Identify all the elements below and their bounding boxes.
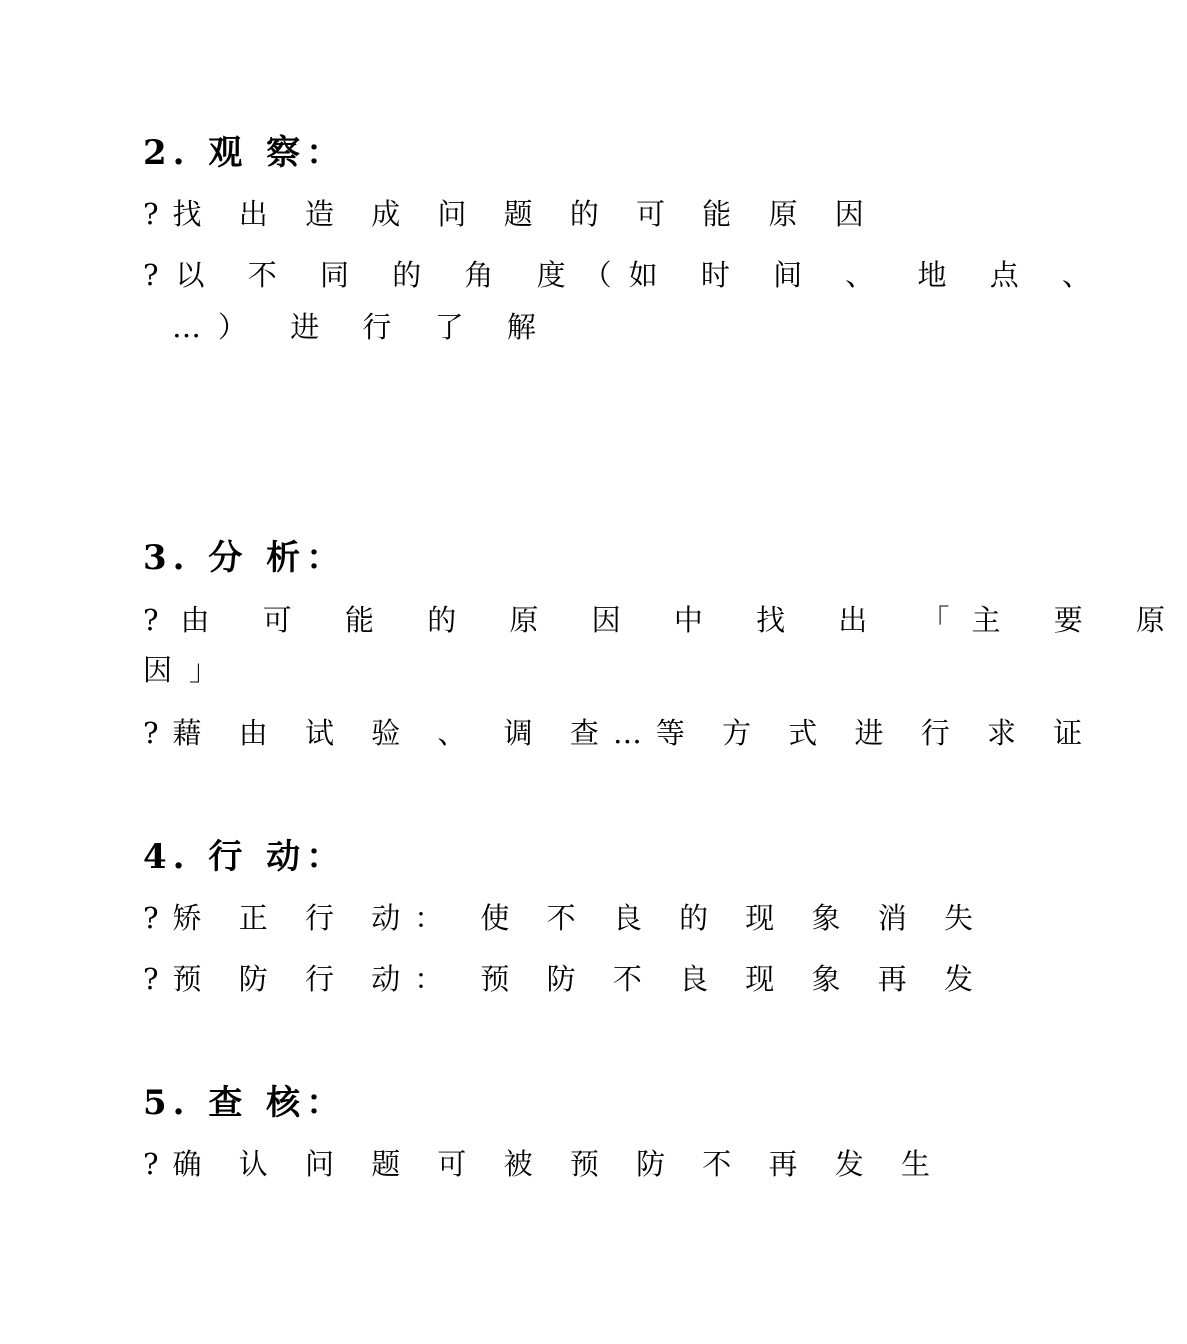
section-2-line-1: ?找 出 造 成 问 题 的 可 能 原 因 xyxy=(143,197,878,231)
section-5-heading: 5. 查 核： xyxy=(143,1083,347,1123)
section-3-line-3: ?藉 由 试 验 、 调 查…等 方 式 进 行 求 证 xyxy=(143,716,1097,750)
section-4-line-1: ?矫 正 行 动： 使 不 良 的 现 象 消 失 xyxy=(143,901,987,935)
section-2-line-2: ?以 不 同 的 角 度（如 时 间 、 地 点 、 xyxy=(143,258,1108,292)
section-4-line-2: ?预 防 行 动： 预 防 不 良 现 象 再 发 xyxy=(143,962,987,996)
section-3-line-1: ?由 可 能 的 原 因 中 找 出 「主 要 原 xyxy=(143,603,1187,637)
section-3-line-2: 因」 xyxy=(143,653,236,687)
section-3-heading: 3. 分 析： xyxy=(143,538,347,578)
section-2-heading: 2. 观 察： xyxy=(143,133,347,173)
section-2-line-3: …） 进 行 了 解 xyxy=(172,310,553,344)
section-4-heading: 4. 行 动： xyxy=(143,837,347,877)
section-5-line-1: ?确 认 问 题 可 被 预 防 不 再 发 生 xyxy=(143,1147,944,1181)
